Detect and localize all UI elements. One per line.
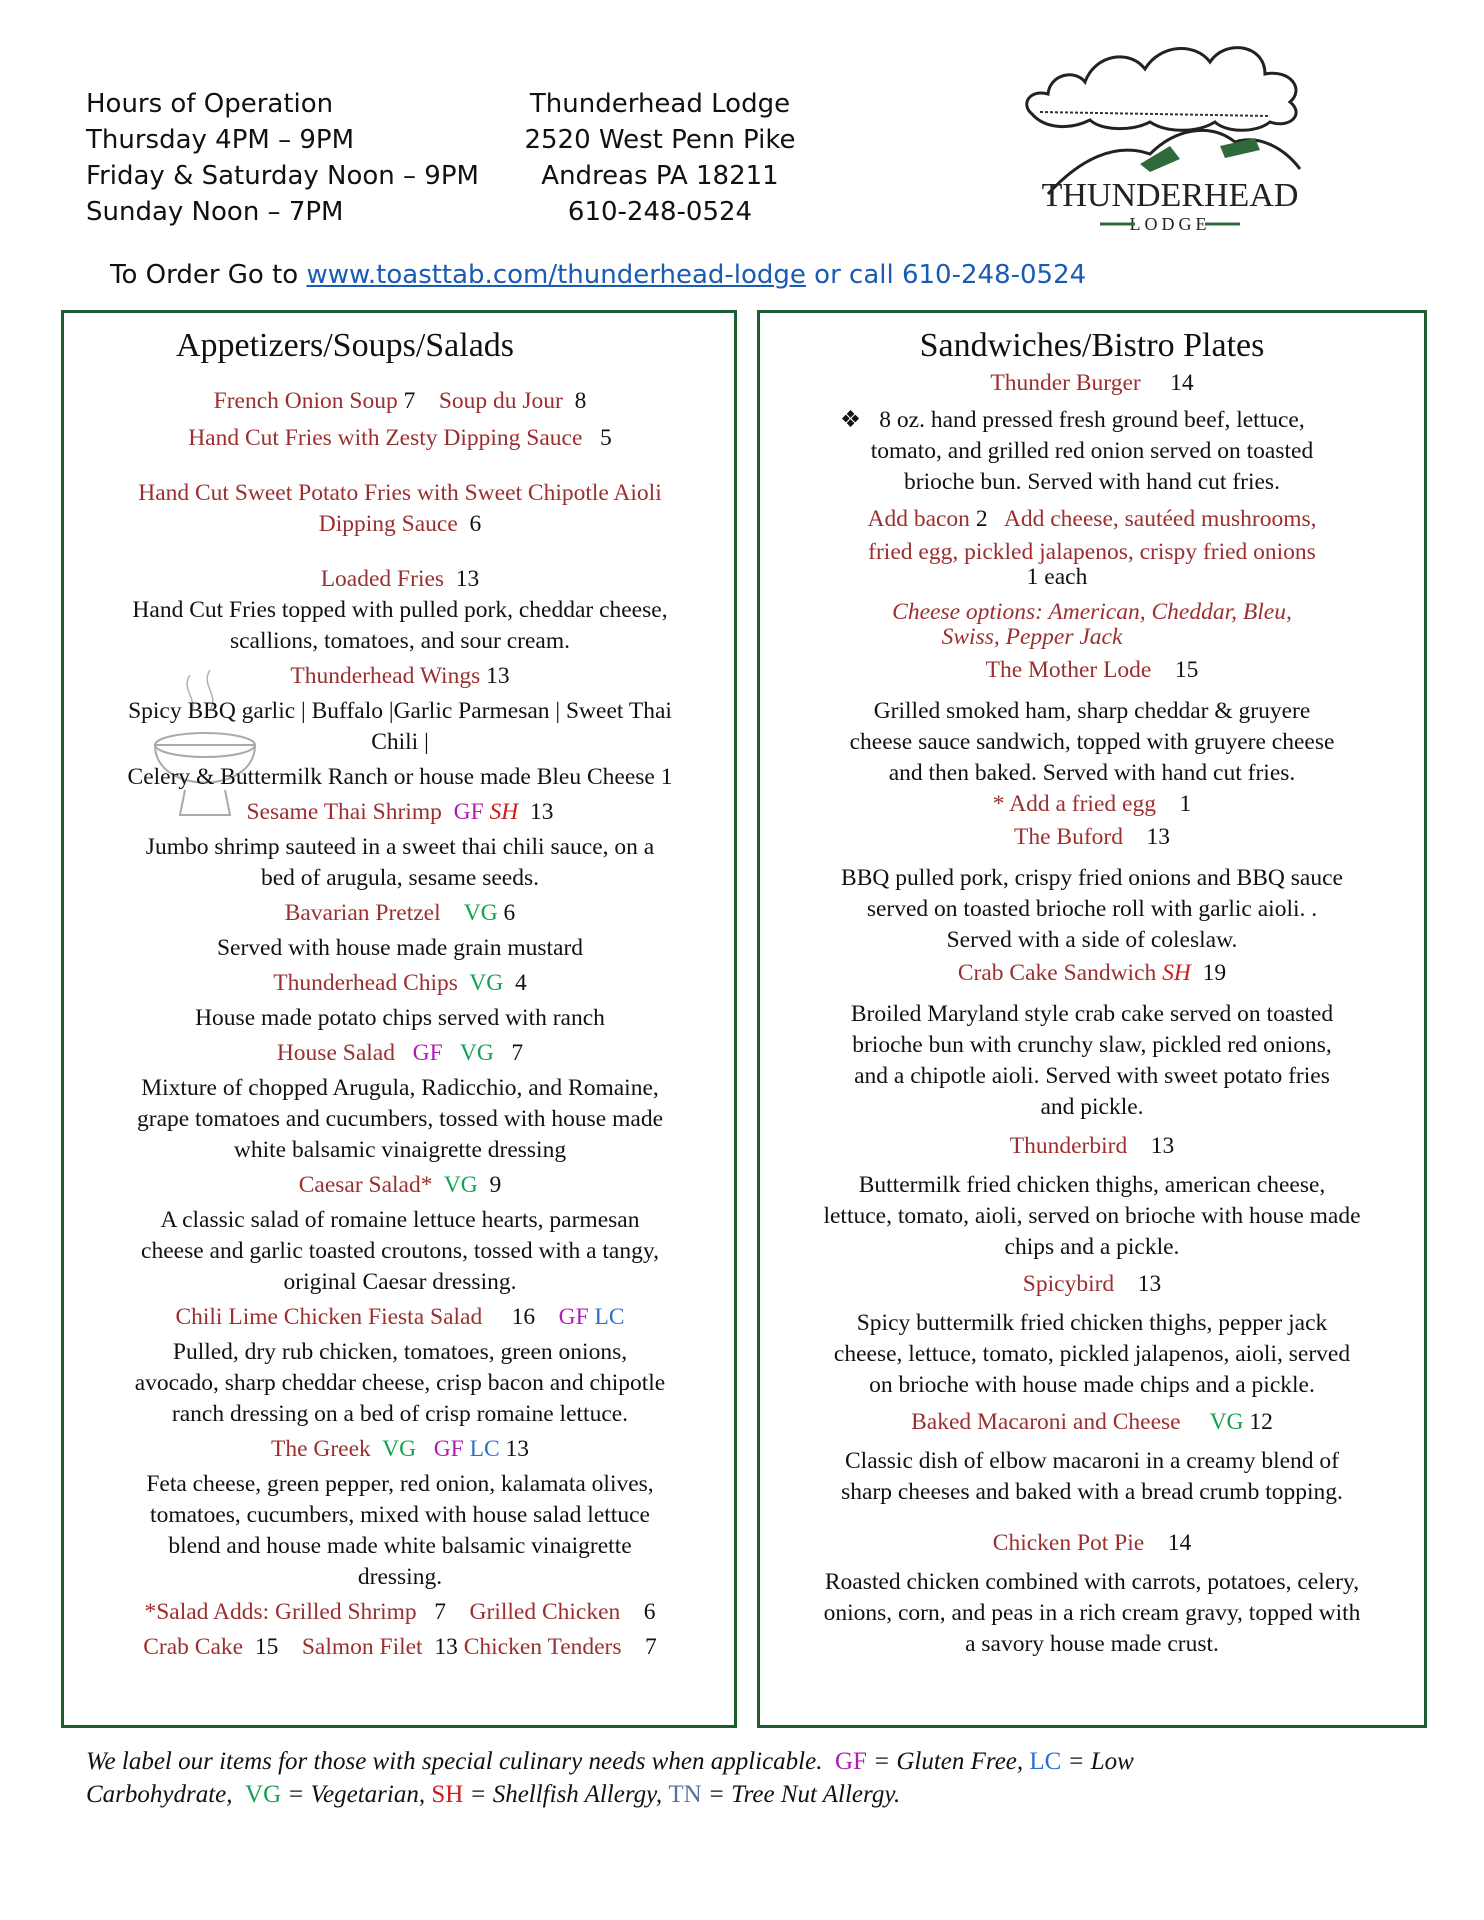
price: 7 [511,1040,524,1066]
tag-gf: GF [433,1436,464,1462]
description: Feta cheese, green pepper, red onion, kalamata olives, [146,1471,654,1497]
thunderhead-logo [1020,34,1320,244]
item-sesame-thai-shrimp: Sesame Thai Shrimp [246,799,442,825]
price: 9 [489,1172,502,1198]
legend-sh-label: Shellfish Allergy, [492,1781,663,1808]
item-chicken-pot-pie: Chicken Pot Pie [992,1530,1145,1556]
hours-sunday: Sunday Noon – 7PM [86,197,344,227]
description: brioche bun. Served with hand cut fries. [904,469,1280,495]
item-thunderbird: Thunderbird [1009,1133,1128,1159]
city: Andreas PA 18211 [541,161,779,191]
price: 4 [514,970,527,996]
hours-heading: Hours of Operation [86,89,334,119]
price: 13 [505,1436,530,1462]
description: Classic dish of elbow macaroni in a creamy blend of [844,1448,1339,1474]
addon-price: 1 each [1026,564,1088,590]
description: chips and a pickle. [1004,1234,1180,1260]
street: 2520 West Penn Pike [524,125,796,155]
item-caesar-salad: Caesar Salad* [298,1172,433,1198]
legend-lc-label-cont: Carbohydrate, [86,1781,233,1808]
price: 7 [645,1634,657,1660]
description: and then baked. Served with hand cut fries. [888,760,1296,786]
hours-fri-sat: Friday & Saturday Noon – 9PM [86,161,479,191]
price: 13 [1146,824,1170,850]
sandwiches-list [770,326,1414,1660]
description: and pickle. [1040,1094,1144,1120]
item-thunderhead-chips: Thunderhead Chips [273,970,458,996]
description: Hand Cut Fries topped with pulled pork, cheddar cheese, [132,597,668,623]
price: 13 [1150,1133,1175,1159]
price: 13 [486,663,510,689]
price: 13 [455,566,480,592]
salad-add-crab-cake: Crab Cake [143,1634,244,1660]
price: 8 [574,388,587,414]
tag-vg: VG [459,1040,494,1066]
description: cheese, lettuce, tomato, pickled jalapenos, aioli, served [833,1341,1351,1367]
description: original Caesar dressing. [283,1269,517,1295]
tag-vg: VG [382,1436,417,1462]
tag-vg: VG [443,1172,478,1198]
tag-gf: GF [558,1304,589,1330]
sandwiches-title: Sandwiches/Bistro Plates [919,327,1265,364]
description: a savory house made crust. [965,1631,1219,1657]
item-mother-lode: The Mother Lode [985,657,1152,683]
description: Celery & Buttermilk Ranch or house made Bleu Cheese 1 [127,764,673,790]
bullet-icon: ❖ [840,407,862,433]
description: Spicy buttermilk fried chicken thighs, pepper jack [856,1310,1328,1336]
price: 16 [511,1304,536,1330]
item-french-onion-soup: French Onion Soup [213,388,398,414]
description: and a chipotle aioli. Served with sweet potato fries [854,1063,1330,1089]
salad-add-salmon: Salmon Filet [301,1634,423,1660]
description: Pulled, dry rub chicken, tomatoes, green onions, [172,1339,628,1365]
tag-lc: LC [469,1436,500,1462]
item-sweet-potato-fries-cont: Dipping Sauce [318,511,458,537]
tag-vg: VG [469,970,504,996]
description: sharp cheeses and baked with a bread crumb topping. [841,1479,1343,1505]
logo-text: THUNDERHEAD [1041,177,1299,214]
item-thunder-burger: Thunder Burger [990,370,1141,396]
description: ranch dressing on a bed of crisp romaine lettuce. [171,1401,629,1427]
item-sweet-potato-fries: Hand Cut Sweet Potato Fries with Sweet Chipotle Aioli [138,480,662,506]
description: 8 oz. hand pressed fresh ground beef, lettuce, [879,407,1305,433]
description: bed of arugula, sesame seeds. [261,865,539,891]
item-crab-cake-sandwich: Crab Cake Sandwich [957,960,1157,986]
dietary-legend: We label our items for those with special culinary needs when applicable. GF = Gluten Free, LC = Low Carbohydrate, VG = Vegetarian, SH = Shellfish Allergy, TN = Tree Nut Allergy. [86,1748,1134,1808]
price: 13 [434,1634,458,1660]
description: served on toasted brioche roll with garlic aioli. . [866,896,1318,922]
description: Buttermilk fried chicken thighs, american cheese, [858,1172,1326,1198]
description: Jumbo shrimp sauteed in a sweet thai chili sauce, on a [145,834,655,860]
tag-vg: VG [463,900,498,926]
price: 7 [434,1599,447,1625]
tag-gf: GF [453,799,484,825]
description: House made potato chips served with ranch [195,1005,605,1031]
price: 15 [1174,657,1199,683]
salad-add-tenders: Chicken Tenders [463,1634,622,1660]
salad-add-chicken: Grilled Chicken [469,1599,621,1625]
description: brioche bun with crunchy slaw, pickled red onions, [852,1032,1332,1058]
hours-thursday: Thursday 4PM – 9PM [86,125,354,155]
addon-options-cont: fried egg, pickled jalapenos, crispy fried onions [868,539,1316,565]
tag-sh: SH [489,799,519,825]
item-the-greek: The Greek [270,1436,371,1462]
description: dressing. [357,1564,443,1590]
hours-of-operation [86,86,479,230]
tag-sh: SH [1162,960,1191,986]
description: onions, corn, and peas in a rich cream gravy, topped with [823,1600,1361,1626]
description: Chili | [371,729,429,755]
addon-fried-egg: * Add a fried egg [992,791,1156,817]
description: blend and house made white balsamic vinaigrette [168,1533,632,1559]
cheese-options: Cheese options: American, Cheddar, Bleu, [892,599,1292,625]
item-soup-du-jour: Soup du Jour [438,388,563,414]
lodge-name: Thunderhead Lodge [529,89,791,119]
price: 15 [254,1634,279,1660]
tag-vg: VG [1209,1409,1244,1435]
cheese-options-cont: Swiss, Pepper Jack [941,624,1123,650]
price: 6 [643,1599,656,1625]
description: Served with house made grain mustard [216,935,584,961]
legend-gf: GF [834,1748,867,1775]
description: lettuce, tomato, aioli, served on brioche with house made [823,1203,1361,1229]
addon-options: Add cheese, sautéed mushrooms, [1003,506,1317,532]
order-suffix: or call 610-248-0524 [805,260,1087,290]
legend-lc: LC [1029,1748,1062,1775]
legend-lc-label: Low [1090,1748,1134,1775]
description: on brioche with house made chips and a pickle. [869,1372,1315,1398]
description: avocado, sharp cheddar cheese, crisp bacon and chipotle [134,1370,666,1396]
tag-gf: GF [412,1040,443,1066]
item-fiesta-salad: Chili Lime Chicken Fiesta Salad [175,1304,483,1330]
legend-vg-label: Vegetarian, [310,1781,426,1808]
description: tomatoes, cucumbers, mixed with house salad lettuce [150,1502,650,1528]
legend-tn: TN [668,1781,702,1808]
price: 13 [530,799,554,825]
address-block [510,86,810,230]
item-spicybird: Spicybird [1022,1271,1115,1297]
item-house-salad: House Salad [276,1040,395,1066]
description: tomato, and grilled red onion served on toasted [870,438,1314,464]
price: 14 [1167,1530,1192,1556]
appetizers-title: Appetizers/Soups/Salads [175,327,515,364]
price: 6 [503,900,516,926]
item-the-buford: The Buford [1014,824,1123,850]
price: 5 [600,425,612,451]
salad-add-shrimp: *Salad Adds: Grilled Shrimp [144,1599,417,1625]
order-prefix: To Order Go to [110,260,307,290]
description: white balsamic vinaigrette dressing [233,1137,567,1163]
legend-gf-label: Gluten Free, [896,1748,1024,1775]
price: 14 [1170,370,1194,396]
price: 6 [469,511,482,537]
legend-sh: SH [431,1781,464,1808]
price: 2 [975,506,988,532]
price: 12 [1249,1409,1273,1435]
description: BBQ pulled pork, crispy fried onions and BBQ sauce [841,865,1343,891]
phone: 610-248-0524 [567,197,753,227]
tag-lc: LC [594,1304,625,1330]
description: A classic salad of romaine lettuce hearts, parmesan [160,1207,640,1233]
item-loaded-fries: Loaded Fries [320,566,445,592]
item-bavarian-pretzel: Bavarian Pretzel [284,900,441,926]
price: 7 [403,388,416,414]
description: scallions, tomatoes, and sour cream. [229,628,570,654]
legend-vg: VG [245,1781,282,1808]
item-mac-and-cheese: Baked Macaroni and Cheese [911,1409,1181,1435]
cloud-icon [1027,48,1296,131]
description: Mixture of chopped Arugula, Radicchio, and Romaine, [141,1075,659,1101]
description: cheese sauce sandwich, topped with gruyere cheese [849,729,1335,755]
price: 1 [1179,791,1192,817]
order-link[interactable]: www.toasttab.com/thunderhead-lodge [306,260,806,290]
addon-bacon: Add bacon [867,506,970,532]
description: Served with a side of coleslaw. [946,927,1238,953]
description: cheese and garlic toasted croutons, tossed with a tangy, [141,1238,659,1264]
description: Roasted chicken combined with carrots, potatoes, celery, [824,1569,1360,1595]
logo-subtext: LODGE [1129,214,1211,234]
item-thunderhead-wings: Thunderhead Wings [290,663,481,689]
appetizers-list [80,326,720,1663]
item-hand-cut-fries: Hand Cut Fries with Zesty Dipping Sauce [188,425,583,451]
price: 13 [1137,1271,1162,1297]
price: 19 [1202,960,1227,986]
description: Grilled smoked ham, sharp cheddar & gruyere [873,698,1311,724]
description: Spicy BBQ garlic | Buffalo |Garlic Parmesan | Sweet Thai [128,698,672,724]
legend-tn-label: Tree Nut Allergy. [731,1781,901,1808]
order-line [110,260,1086,290]
legend-intro: We label our items for those with special culinary needs when applicable. [86,1748,823,1775]
description: Broiled Maryland style crab cake served on toasted [850,1001,1334,1027]
description: grape tomatoes and cucumbers, tossed with house made [137,1106,663,1132]
